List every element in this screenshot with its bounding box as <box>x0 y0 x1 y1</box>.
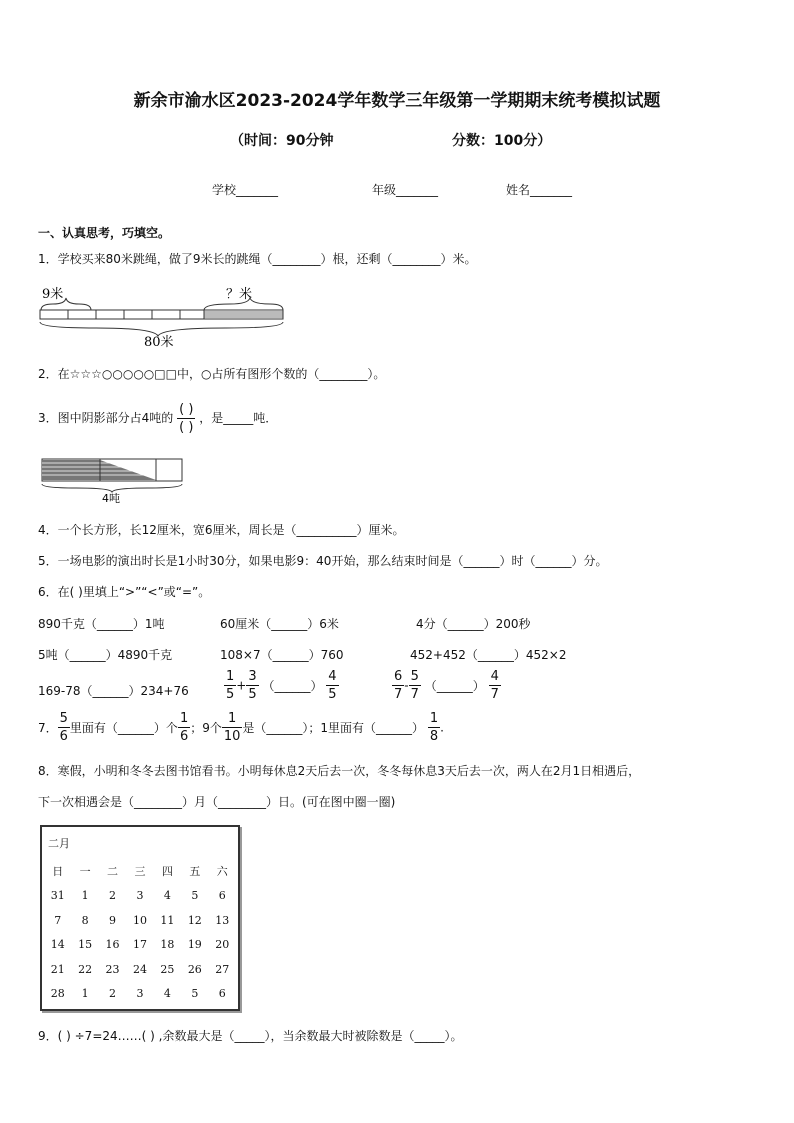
calendar-day[interactable]: 13 <box>215 913 230 927</box>
remainder-shade <box>204 311 283 318</box>
question-8-line2: 下一次相遇会是（________）月（________）日。(可在图中圈一圈) <box>38 795 396 809</box>
calendar-day[interactable]: 1 <box>81 889 89 903</box>
rope-right-label: ？米 <box>226 287 253 302</box>
q6-row1-item3: 4分（______）200秒 <box>416 617 531 631</box>
calendar-day[interactable]: 19 <box>187 938 202 952</box>
calendar-day[interactable]: 21 <box>50 962 65 976</box>
question-6: 6．在( )里填上“>”“<”或“=”。 <box>38 585 211 599</box>
calendar-day[interactable]: 9 <box>109 913 117 927</box>
bar-total-label: 4吨 <box>102 492 120 504</box>
calendar-week <box>44 908 236 933</box>
calendar-day[interactable]: 24 <box>132 962 147 976</box>
calendar-day[interactable]: 27 <box>215 962 230 976</box>
q6-row1-item2: 60厘米（______）6米 <box>220 617 339 631</box>
calendar-day[interactable]: 16 <box>105 938 120 952</box>
rope-diagram <box>36 284 296 350</box>
calendar-weekdays: 日 一 二 三 四 五 六 <box>52 865 228 879</box>
question-2: 2．在☆☆☆○○○○○□□中，○占所有图形个数的（________）。 <box>38 367 386 381</box>
school-field[interactable]: 学校_______ <box>212 183 279 197</box>
calendar-day[interactable]: 12 <box>187 913 202 927</box>
q6-row2-item3: 452+452（______）452×2 <box>410 648 567 662</box>
question-8-line1: 8．寒假，小明和冬冬去图书馆看书。小明每休息2天后去一次，冬冬每休息3天后去一次，两人在2月1日相遇后， <box>38 764 641 778</box>
calendar-day[interactable]: 4 <box>163 889 171 903</box>
calendar-day[interactable]: 25 <box>160 962 175 976</box>
calendar-day[interactable]: 31 <box>50 889 65 903</box>
calendar-day[interactable]: 8 <box>81 913 89 927</box>
q3-answer-fraction[interactable]: $\frac{( )}{( )}$ <box>179 402 194 435</box>
calendar-day[interactable]: 28 <box>50 987 65 1001</box>
calendar-day[interactable]: 2 <box>109 889 117 903</box>
q6-row2-item1: 5吨（______）4890千克 <box>38 648 173 662</box>
question-3-text-b: ，是_____吨． <box>199 411 278 425</box>
calendar-day[interactable]: 6 <box>218 987 226 1001</box>
q6-row3-item3: $\frac{6}{7}$ - $\frac{5}{7}$ （______） $\frac{4}{7}$ <box>394 669 499 702</box>
calendar-day[interactable]: 22 <box>78 962 93 976</box>
question-4: 4．一个长方形，长12厘米，宽6厘米，周长是（__________）厘米。 <box>38 523 405 537</box>
grade-field[interactable]: 年级_______ <box>372 183 439 197</box>
calendar-day[interactable]: 2 <box>109 987 117 1001</box>
calendar-day[interactable]: 5 <box>191 889 199 903</box>
question-7: 7． $\frac{5}{6}$ 里面有（______）个 $\frac{1}{6}$ ；9个 $\frac{1}{10}$ 是（______）；1里面有（______） $\frac{1}{8}$ . <box>38 711 444 744</box>
calendar-week <box>44 933 236 958</box>
calendar-week <box>44 884 236 909</box>
calendar-day[interactable]: 3 <box>136 889 144 903</box>
q6-row3-item1: 169-78（______）234+76 <box>38 684 189 698</box>
calendar-day[interactable]: 14 <box>50 938 65 952</box>
q6-row2-item2: 108×7（______）760 <box>220 648 344 662</box>
calendar-day[interactable]: 23 <box>105 962 120 976</box>
calendar-day[interactable]: 18 <box>160 938 175 952</box>
question-1: 1．学校买来80米跳绳，做了9米长的跳绳（________）根，还剩（________）米。 <box>38 252 477 266</box>
calendar-day[interactable]: 15 <box>78 938 93 952</box>
february-calendar <box>40 825 240 1011</box>
calendar-day[interactable]: 1 <box>81 987 89 1001</box>
rope-left-label: 9米 <box>42 287 64 302</box>
question-3-text-a: 3．图中阴影部分占4吨的 <box>38 411 174 425</box>
question-5: 5．一场电影的演出时长是1小时30分，如果电影9：40开始，那么结束时间是（______）时（______）分。 <box>38 554 608 568</box>
brace-total <box>40 322 283 336</box>
question-9: 9．( ) ÷7=24……( ) ,余数最大是（_____），当余数最大时被除数是（_____）。 <box>38 1029 463 1043</box>
calendar-week <box>44 957 236 982</box>
time-label: （时间：90分钟 <box>230 133 334 149</box>
calendar-day[interactable]: 10 <box>132 913 147 927</box>
name-field[interactable]: 姓名_______ <box>506 183 573 197</box>
q6-row3-item2: $\frac{1}{5}$ + $\frac{3}{5}$ （______） $\frac{4}{5}$ <box>226 669 337 702</box>
calendar-day[interactable]: 7 <box>54 913 62 927</box>
calendar-day[interactable]: 5 <box>191 987 199 1001</box>
calendar-day[interactable]: 20 <box>215 938 230 952</box>
q6-row1-item1: 890千克（______）1吨 <box>38 617 165 631</box>
calendar-title: 二月 <box>48 837 70 850</box>
calendar-day[interactable]: 11 <box>160 913 175 927</box>
rope-total-label: 80米 <box>144 335 174 350</box>
calendar-day[interactable]: 17 <box>132 938 147 952</box>
question-3 <box>38 398 277 438</box>
score-label: 分数：100分） <box>452 133 552 149</box>
calendar-day[interactable]: 6 <box>218 889 226 903</box>
section-heading: 一、认真思考，巧填空。 <box>38 226 171 240</box>
page-title: 新余市渝水区2023-2024学年数学三年级第一学期期末统考模拟试题 <box>133 91 661 111</box>
calendar-day[interactable]: 4 <box>163 987 171 1001</box>
calendar-week <box>44 982 236 1007</box>
calendar-day[interactable]: 3 <box>136 987 144 1001</box>
shaded-bar-diagram <box>38 456 188 504</box>
calendar-day[interactable]: 26 <box>187 962 202 976</box>
